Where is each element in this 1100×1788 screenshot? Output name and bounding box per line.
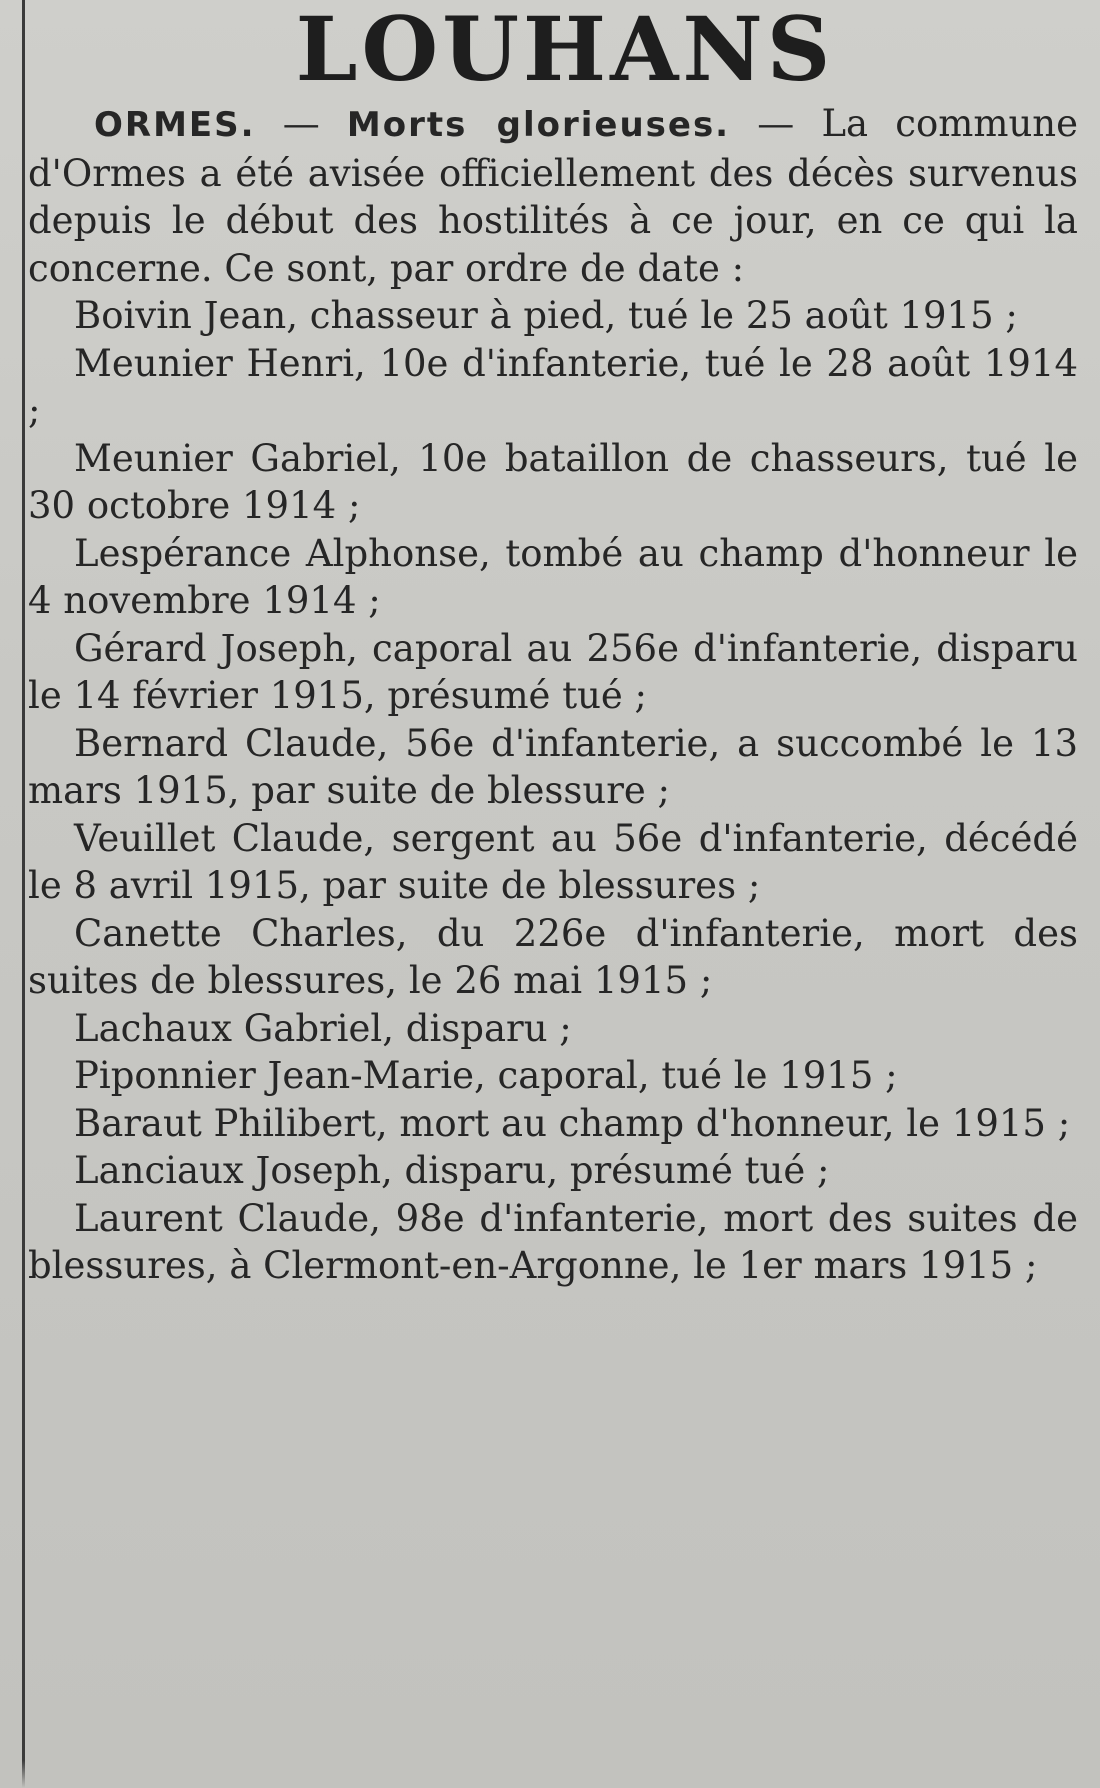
article-intro: La commune d'Ormes a été avisée officiellement des décès survenus depuis le début des hostilités à ce jour, en ce qui la concerne. Ce sont, par ordre de date : [28,102,1078,290]
article-separator: — [730,102,822,145]
death-entry: Veuillet Claude, sergent au 56e d'infanterie, décédé le 8 avril 1915, par suite de blessures ; [28,816,1078,907]
death-entry: Lespérance Alphonse, tombé au champ d'honneur le 4 novembre 1914 ; [28,531,1078,622]
article-separator: — [255,102,347,145]
death-entry: Meunier Henri, 10e d'infanterie, tué le 28 août 1914 ; [28,341,1078,432]
death-entry: Baraut Philibert, mort au champ d'honneur, le 1915 ; [74,1101,1071,1145]
death-entry: Boivin Jean, chasseur à pied, tué le 25 août 1915 ; [74,294,1018,337]
death-entry: Laurent Claude, 98e d'infanterie, mort des suites de blessures, à Clermont-en-Argonne, le 1er mars 1915 ; [28,1196,1078,1287]
article-body [28,100,1078,1290]
page-bottom-fade [0,1760,1100,1788]
death-entry: Piponnier Jean-Marie, caporal, tué le 1915 ; [74,1054,898,1097]
death-entry: Gérard Joseph, caporal au 256e d'infanterie, disparu le 14 février 1915, présumé tué ; [28,626,1078,717]
article-headline: Morts glorieuses. [346,105,731,145]
death-entry: Meunier Gabriel, 10e bataillon de chasseurs, tué le 30 octobre 1914 ; [28,436,1078,527]
death-entry: Lanciaux Joseph, disparu, présumé tué ; [74,1149,830,1192]
article-lead [28,100,1078,292]
column-rule [22,0,25,1788]
death-entry: Canette Charles, du 226e d'infanterie, mort des suites de blessures, le 26 mai 1915 ; [28,911,1078,1002]
masthead-title: LOUHANS [295,0,835,101]
death-entry: Lachaux Gabriel, disparu ; [74,1006,572,1050]
death-entry: Bernard Claude, 56e d'infanterie, a succombé le 13 mars 1915, par suite de blessure ; [28,721,1078,812]
article-place: ORMES. [94,105,256,145]
